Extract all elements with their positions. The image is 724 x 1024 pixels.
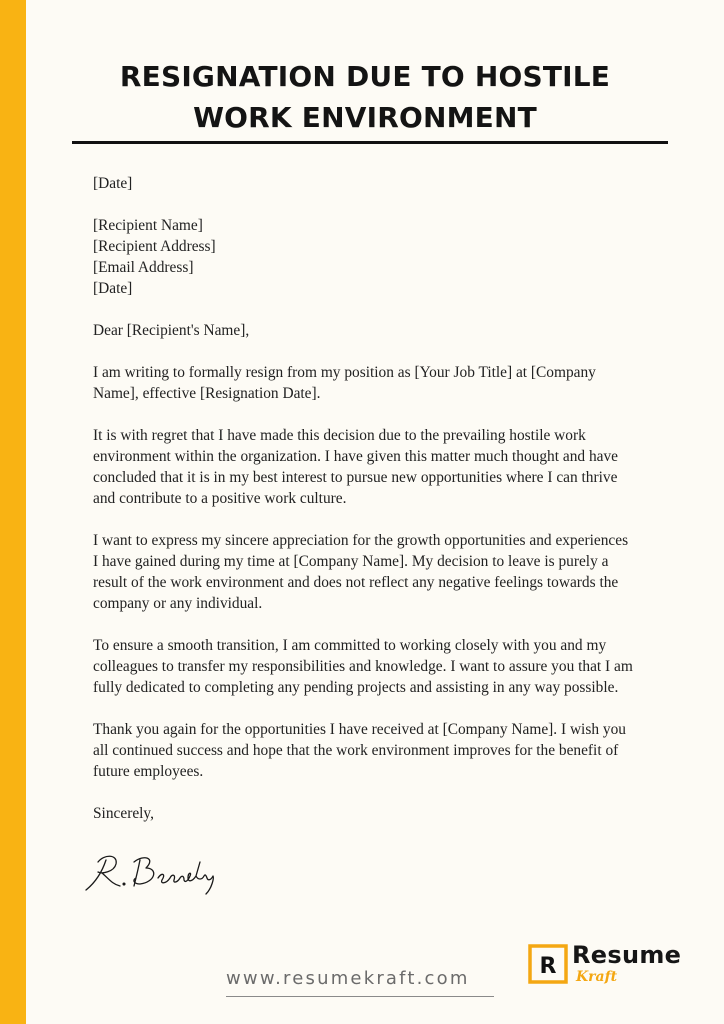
- title-line-2: WORK ENVIRONMENT: [193, 101, 537, 134]
- body-paragraph: I am writing to formally resign from my position as [Your Job Title] at [Company Name], effective [Resignation Date].: [93, 364, 596, 402]
- title-divider: [72, 141, 668, 144]
- logo-subtext: Kraft: [576, 969, 618, 985]
- website-underline: [226, 996, 494, 997]
- website-url: www.resumekraft.com: [226, 968, 470, 989]
- body-paragraph: Thank you again for the opportunities I have received at [Company Name]. I wish you all continued success and hope that the work environment improves for the benefit of future employees.: [93, 721, 626, 780]
- body-paragraph: To ensure a smooth transition, I am committed to working closely with you and my colleagues to transfer my responsibilities and knowledge. I want to assure you that I am fully dedicated to completing any pending projects and assisting in any way possible.: [93, 637, 633, 696]
- body-paragraph: It is with regret that I have made this decision due to the prevailing hostile work environment within the organization. I have given this matter much thought and have concluded that it is in my best interest to pursue new opportunities where I can thrive and contribute to a positive work culture.: [93, 427, 619, 507]
- document-title: [40, 56, 690, 138]
- accent-sidebar-bar: [0, 0, 26, 1024]
- handwritten-signature: [84, 848, 224, 898]
- body-paragraph: I want to express my sincere appreciation for the growth opportunities and experiences I have gained during my time at [Company Name]. My decision to leave is purely a result of the work environment and does not reflect any negative feelings towards the company or any individual.: [93, 532, 629, 612]
- closing: Sincerely,: [93, 805, 154, 822]
- letter-body: [93, 173, 633, 845]
- resumekraft-logo: [528, 943, 688, 993]
- letter-date: [Date]: [93, 175, 133, 192]
- recipient-name: [Recipient Name]: [93, 217, 203, 234]
- recipient-date: [Date]: [93, 280, 133, 297]
- recipient-email: [Email Address]: [93, 259, 194, 276]
- recipient-address: [Recipient Address]: [93, 238, 216, 255]
- logo-wordmark: Resume: [572, 941, 682, 969]
- salutation: Dear [Recipient's Name],: [93, 322, 250, 339]
- title-line-1: RESIGNATION DUE TO HOSTILE: [119, 60, 611, 93]
- recipient-block: [93, 215, 633, 299]
- logo-letter: R: [539, 954, 557, 979]
- logo-mark-icon: [528, 944, 568, 984]
